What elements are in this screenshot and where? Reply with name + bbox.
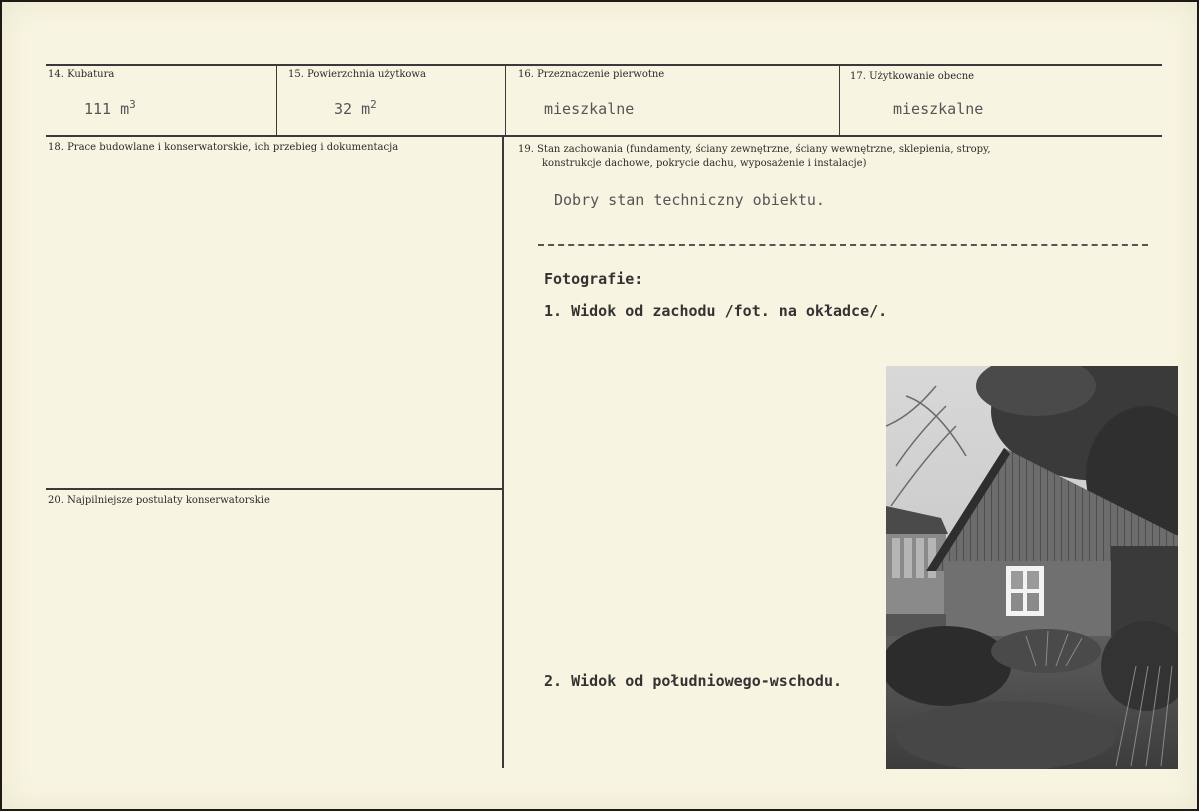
field-14-label: 14. Kubatura	[48, 69, 115, 80]
house-photograph	[886, 366, 1178, 769]
row-divider-rule	[46, 135, 1162, 137]
area-unit-exponent: 2	[370, 98, 377, 111]
photos-heading: Fotografie:	[544, 270, 644, 288]
divider-15-16	[505, 64, 506, 136]
volume-unit-exponent: 3	[129, 98, 136, 111]
field-16-value: mieszkalne	[544, 100, 635, 118]
section-18-20-rule	[46, 488, 503, 490]
field-16-label: 16. Przeznaczenie pierwotne	[518, 69, 665, 80]
field-18-label: 18. Prace budowlane i konserwatorskie, ich przebieg i dokumentacja	[48, 142, 399, 153]
photo-caption-2: 2. Widok od południowego-wschodu.	[544, 672, 843, 690]
volume-value: 111 m	[84, 100, 130, 118]
top-rule	[46, 64, 1162, 66]
main-vertical-divider	[502, 136, 504, 768]
field-19-label-line2: konstrukcje dachowe, pokrycie dachu, wyposażenie i instalacje)	[542, 158, 867, 169]
photo-caption-1: 1. Widok od zachodu /fot. na okładce/.	[544, 302, 888, 320]
record-card	[2, 2, 1197, 809]
field-19-value: Dobry stan techniczny obiektu.	[554, 191, 825, 209]
field-17-value: mieszkalne	[893, 100, 984, 118]
divider-16-17	[839, 64, 840, 136]
area-value: 32 m	[334, 100, 371, 118]
field-19-label-line1: 19. Stan zachowania (fundamenty, ściany zewnętrzne, ściany wewnętrzne, sklepienia, stropy,	[518, 144, 991, 155]
field-14-value	[84, 100, 136, 118]
field-17-label: 17. Użytkowanie obecne	[850, 71, 975, 82]
dashed-separator	[538, 244, 1148, 246]
field-15-label: 15. Powierzchnia użytkowa	[288, 69, 426, 80]
field-20-label: 20. Najpilniejsze postulaty konserwatorskie	[48, 495, 270, 506]
divider-14-15	[276, 64, 277, 136]
field-15-value	[334, 100, 377, 118]
